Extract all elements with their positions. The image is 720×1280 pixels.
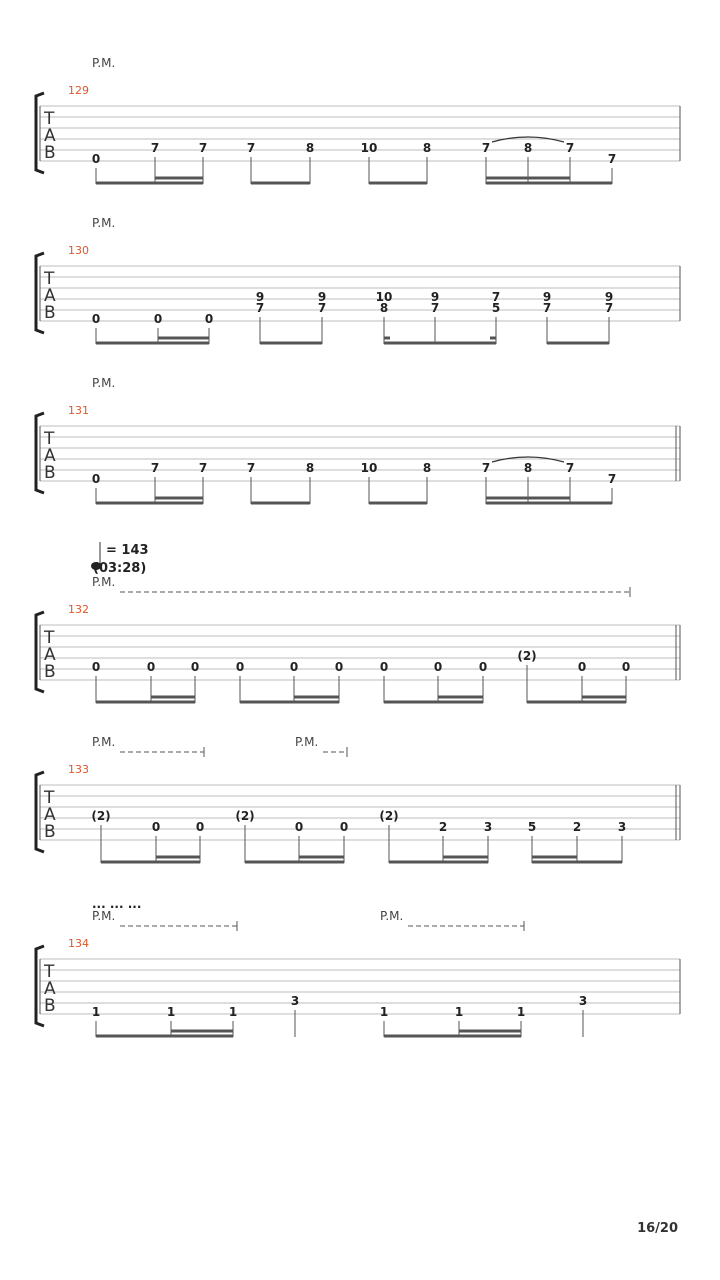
- tempo-bpm: = 143: [106, 543, 149, 558]
- fret-number: 5: [491, 301, 501, 315]
- fret-number: 0: [577, 660, 587, 674]
- palm-mute-label: P.M.: [92, 575, 116, 589]
- fret-number: 0: [478, 660, 488, 674]
- fret-number: (2): [91, 809, 111, 823]
- fret-number: (2): [235, 809, 255, 823]
- tempo-marking: [91, 542, 149, 576]
- palm-mute-label: P.M.: [295, 735, 319, 749]
- fret-number: 0: [91, 312, 101, 326]
- fret-number: (2): [517, 649, 537, 663]
- measure-number: 130: [68, 244, 89, 257]
- measure-number: 133: [68, 763, 89, 776]
- staff-lines: [40, 785, 680, 840]
- fret-number: 7: [604, 301, 614, 315]
- fret-number: 7: [246, 141, 256, 155]
- fret-number: 7: [481, 141, 491, 155]
- fret-number: 3: [578, 994, 588, 1008]
- palm-mute-label: P.M.: [92, 909, 116, 923]
- fret-number: 0: [235, 660, 245, 674]
- fret-number: 1: [454, 1005, 464, 1019]
- fret-number: 7: [150, 141, 160, 155]
- fret-number: 0: [433, 660, 443, 674]
- fret-number: 7: [607, 152, 617, 166]
- measure-number: 131: [68, 404, 89, 417]
- fret-number: 7: [481, 461, 491, 475]
- fret-number: 5: [527, 820, 537, 834]
- tab-clef-a: A: [44, 286, 56, 306]
- fret-number: 7: [607, 472, 617, 486]
- measure-number: 129: [68, 84, 89, 97]
- fret-number: 1: [228, 1005, 238, 1019]
- fret-number: 0: [289, 660, 299, 674]
- tab-clef-a: A: [44, 446, 56, 466]
- fret-number: 3: [617, 820, 627, 834]
- tab-clef-t: T: [44, 269, 55, 289]
- measure-number: 134: [68, 937, 89, 950]
- fret-number: 9: [430, 290, 440, 304]
- fret-number: 1: [379, 1005, 389, 1019]
- fret-number: 0: [190, 660, 200, 674]
- staff-130: [36, 216, 680, 344]
- fret-number: 0: [339, 820, 349, 834]
- palm-mute-label: P.M.: [92, 56, 116, 70]
- palm-mute-label: P.M.: [380, 909, 404, 923]
- fret-number: 0: [153, 312, 163, 326]
- fret-number: 9: [542, 290, 552, 304]
- fret-number: 0: [146, 660, 156, 674]
- fret-number: 2: [572, 820, 582, 834]
- fret-number: 1: [516, 1005, 526, 1019]
- dynamics-dots: ... ... ...: [92, 897, 142, 911]
- tab-clef-a: A: [44, 979, 56, 999]
- fret-number: 0: [91, 660, 101, 674]
- fret-number: 7: [565, 461, 575, 475]
- fret-number: 8: [305, 461, 315, 475]
- fret-number: 3: [483, 820, 493, 834]
- tab-clef-a: A: [44, 126, 56, 146]
- rhythm-beams: [101, 825, 622, 863]
- staff-134: [36, 897, 680, 1037]
- fret-number: 0: [294, 820, 304, 834]
- fret-number: 10: [375, 290, 393, 304]
- fret-number: 7: [246, 461, 256, 475]
- tab-clef-b: B: [44, 996, 56, 1016]
- fret-numbers: [92, 141, 616, 166]
- tab-clef-t: T: [44, 788, 55, 808]
- fret-number: 0: [195, 820, 205, 834]
- fret-numbers: [92, 994, 587, 1019]
- fret-number: 7: [430, 301, 440, 315]
- fret-number: 7: [150, 461, 160, 475]
- tab-clef-t: T: [44, 109, 55, 129]
- fret-number: 1: [91, 1005, 101, 1019]
- fret-number: 0: [379, 660, 389, 674]
- fret-number: 8: [379, 301, 389, 315]
- fret-number: 10: [360, 141, 378, 155]
- fret-number: 9: [255, 290, 265, 304]
- tab-clef-a: A: [44, 645, 56, 665]
- tab-clef-t: T: [44, 962, 55, 982]
- fret-number: 7: [542, 301, 552, 315]
- fret-numbers: [91, 809, 626, 834]
- fret-number: 7: [255, 301, 265, 315]
- tab-clef-b: B: [44, 303, 56, 323]
- palm-mute-label: P.M.: [92, 216, 116, 230]
- fret-number: 0: [91, 152, 101, 166]
- staff-129: [36, 56, 680, 184]
- staff-131: [36, 376, 680, 504]
- rhythm-beams: [96, 665, 626, 703]
- fret-number: 0: [91, 472, 101, 486]
- fret-number: 8: [422, 461, 432, 475]
- fret-number: 7: [198, 461, 208, 475]
- fret-number: 7: [317, 301, 327, 315]
- fret-number: 0: [151, 820, 161, 834]
- fret-number: 8: [523, 141, 533, 155]
- fret-number: 7: [565, 141, 575, 155]
- tab-clef-t: T: [44, 429, 55, 449]
- page-number: 16/20: [637, 1221, 678, 1236]
- fret-number: 2: [438, 820, 448, 834]
- fret-number: 10: [360, 461, 378, 475]
- fret-numbers: [92, 649, 630, 674]
- fret-numbers: [92, 461, 616, 486]
- fret-number: 9: [317, 290, 327, 304]
- fret-number: 0: [621, 660, 631, 674]
- fret-number: 8: [305, 141, 315, 155]
- palm-mute-label: P.M.: [92, 735, 116, 749]
- fret-number: 8: [422, 141, 432, 155]
- staff-132: [36, 575, 680, 703]
- staff-133: [36, 735, 680, 863]
- tab-clef-t: T: [44, 628, 55, 648]
- tab-clef-b: B: [44, 463, 56, 483]
- fret-number: 9: [604, 290, 614, 304]
- measure-number: 132: [68, 603, 89, 616]
- fret-number: 8: [523, 461, 533, 475]
- fret-number: (2): [379, 809, 399, 823]
- tab-clef-b: B: [44, 662, 56, 682]
- palm-mute-label: P.M.: [92, 376, 116, 390]
- fret-number: 7: [198, 141, 208, 155]
- tab-clef-b: B: [44, 143, 56, 163]
- fret-number: 7: [491, 290, 501, 304]
- fret-number: 0: [204, 312, 214, 326]
- tempo-time: (03:28): [93, 561, 147, 576]
- fret-number: 0: [334, 660, 344, 674]
- fret-number: 1: [166, 1005, 176, 1019]
- fret-number: 3: [290, 994, 300, 1008]
- staff-lines: [40, 266, 680, 321]
- tab-clef-b: B: [44, 822, 56, 842]
- tab-clef-a: A: [44, 805, 56, 825]
